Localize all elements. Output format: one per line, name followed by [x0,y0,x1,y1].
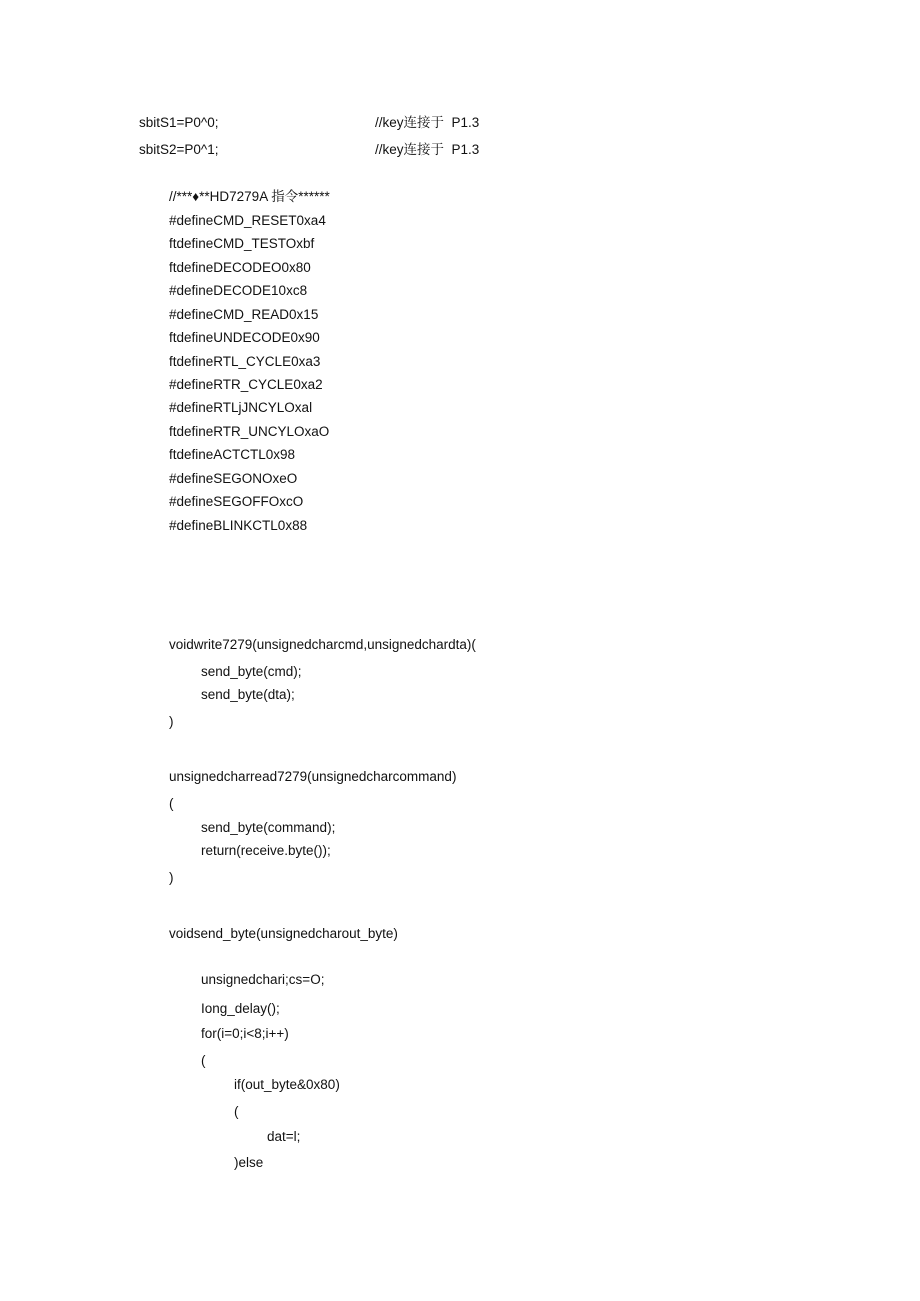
define-line: #defineCMD_READ0x15 [169,307,319,322]
send-fn-else: )else [234,1155,264,1170]
send-fn-for-open: ( [201,1053,206,1068]
define-line: ftdefineUNDECODE0x90 [169,330,320,345]
define-line: ftdefineRTL_CYCLE0xa3 [169,354,321,369]
read-fn-body-line: send_byte(command); [201,820,336,835]
define-line: ftdefineCMD_TESTOxbf [169,236,315,251]
send-fn-delay: Iong_delay(); [201,1001,280,1016]
sbit-s1-code: sbitS1=P0^0; [139,115,219,130]
define-line: ftdefineACTCTL0x98 [169,447,296,462]
define-line: #defineDECODE10xc8 [169,283,308,298]
define-line: ftdefineRTR_UNCYLOxaO [169,424,330,439]
read-fn-body-line: return(receive.byte()); [201,843,331,858]
write-fn-body-line: send_byte(cmd); [201,664,302,679]
define-line: #defineCMD_RESET0xa4 [169,213,326,228]
write-fn-signature: voidwrite7279(unsignedcharcmd,unsignedchardta)( [169,637,476,652]
define-line: #defineRTR_CYCLE0xa2 [169,377,323,392]
define-line: ftdefineDECODEO0x80 [169,260,311,275]
sbit-s2-comment: //key连接于 P1.3 [375,142,480,157]
read-fn-signature: unsignedcharread7279(unsignedcharcommand) [169,769,457,784]
defines-header: //***♦**HD7279A 指令****** [169,189,330,204]
send-fn-signature: voidsend_byte(unsignedcharout_byte) [169,926,398,941]
write-fn-close: ) [169,714,174,729]
send-fn-assign: dat=l; [267,1129,301,1144]
read-fn-close: ) [169,870,174,885]
send-fn-for: for(i=0;i<8;i++) [201,1026,289,1041]
sbit-s1-comment: //key连接于 P1.3 [375,115,480,130]
sbit-s2-code: sbitS2=P0^1; [139,142,219,157]
send-fn-if-open: ( [234,1104,239,1119]
define-line: #defineBLINKCTL0x88 [169,518,308,533]
define-line: #defineSEGOFFOxcO [169,494,304,509]
read-fn-open: ( [169,796,174,811]
send-fn-decl: unsignedchari;cs=O; [201,972,325,987]
define-line: #defineRTLjJNCYLOxal [169,400,313,415]
write-fn-body-line: send_byte(dta); [201,687,295,702]
define-line: #defineSEGONOxeO [169,471,298,486]
send-fn-if: if(out_byte&0x80) [234,1077,340,1092]
